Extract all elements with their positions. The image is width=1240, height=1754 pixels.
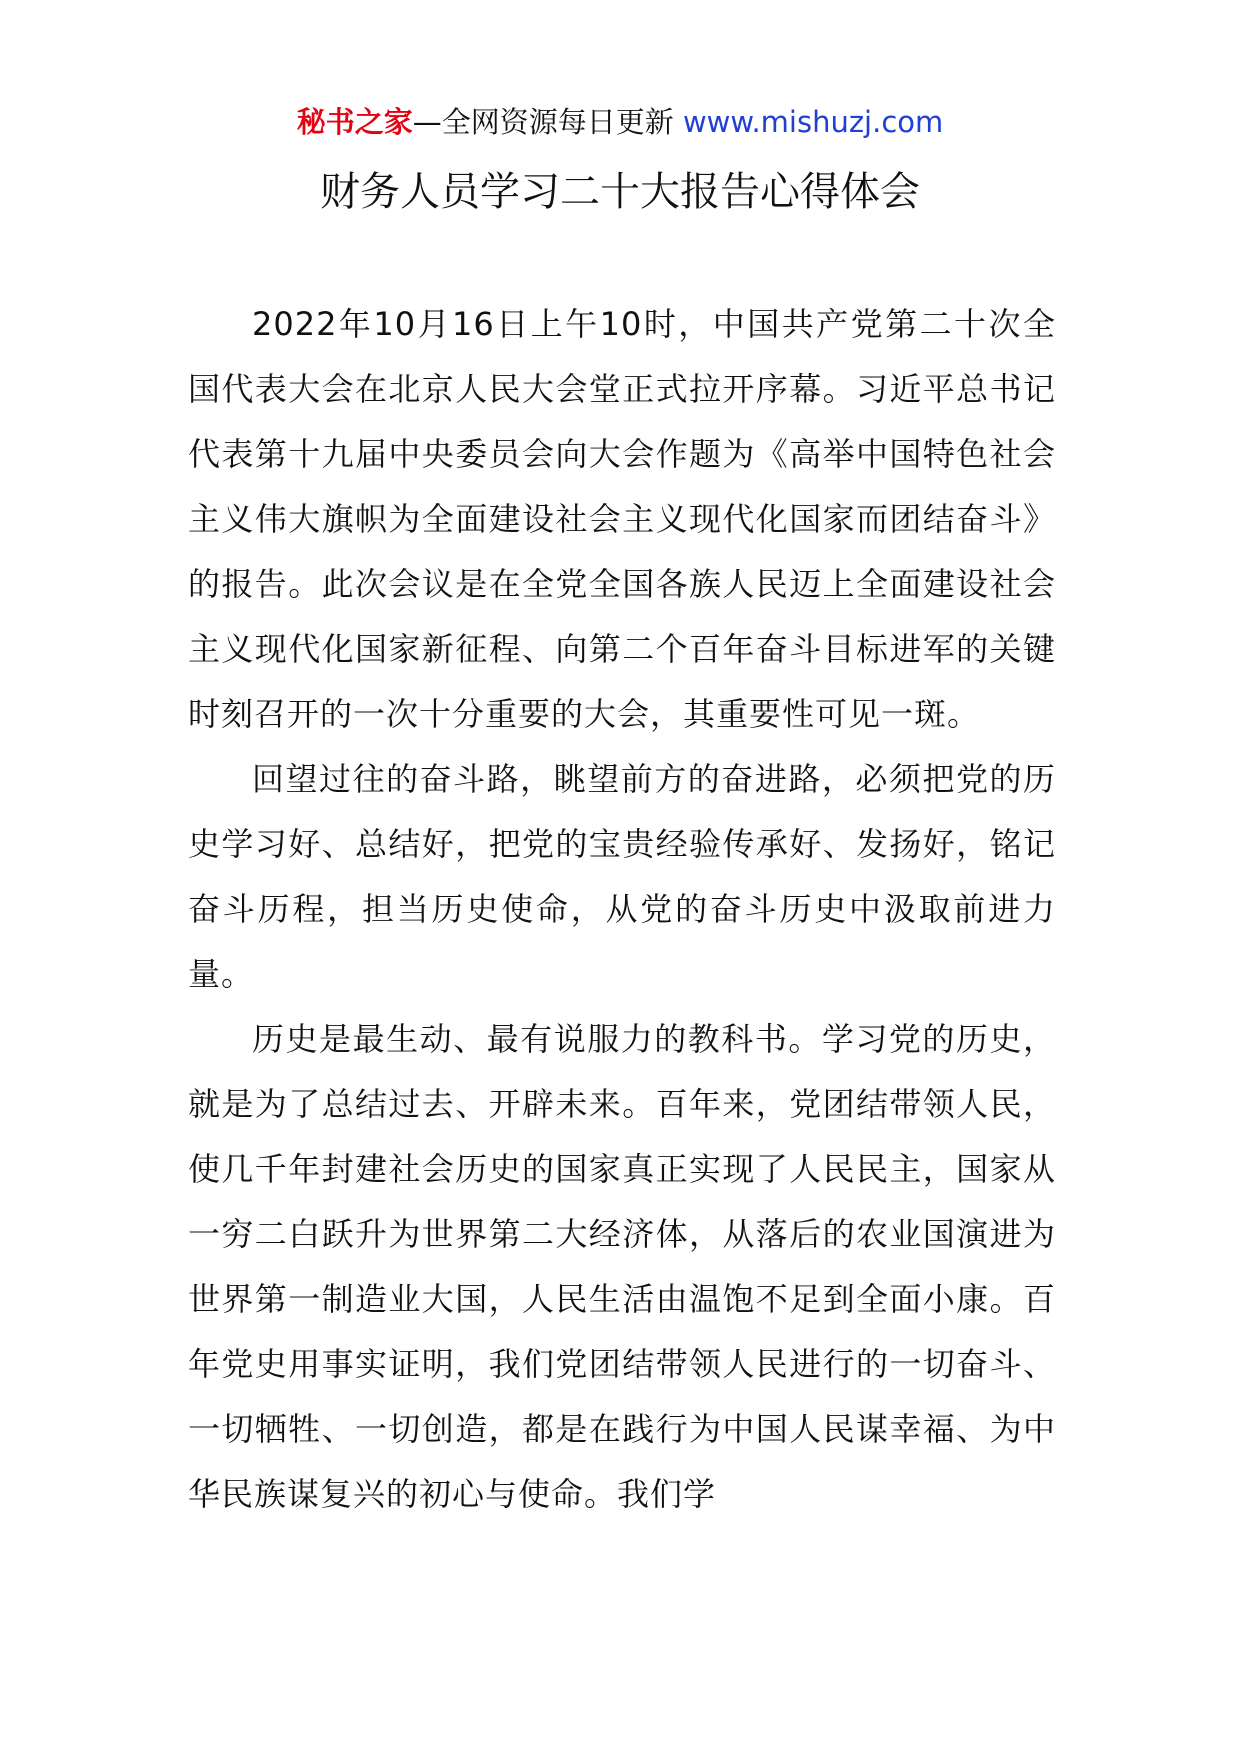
brand-name: 秘书之家 (296, 105, 413, 139)
site-url-link[interactable]: www.mishuzj.com (682, 105, 944, 139)
paragraph: 2022年10月16日上午10时，中国共产党第二十次全国代表大会在北京人民大会堂正式拉开序幕。习近平总书记代表第十九届中央委员会向大会作题为《高举中国特色社会主义伟大旗帜为全面建设社会主义现代化国家而团结奋斗》的报告。此次会议是在全党全国各族人民迈上全面建设社会主义现代化国家新征程、向第二个百年奋斗目标进军的关键时刻召开的一次十分重要的大会，其重要性可见一斑。 (188, 305, 1056, 733)
paragraph: 历史是最生动、最有说服力的教科书。学习党的历史，就是为了总结过去、开辟未来。百年来，党团结带领人民，使几千年封建社会历史的国家真正实现了人民民主，国家从一穷二白跃升为世界第二大经济体，从落后的农业国演进为世界第一制造业大国，人民生活由温饱不足到全面小康。百年党史用事实证明，我们党团结带领人民进行的一切奋斗、一切牺牲、一切创造，都是在践行为中国人民谋幸福、为中华民族谋复兴的初心与使命。我们学 (188, 1020, 1056, 1513)
site-header (0, 100, 1240, 144)
header-tagline: —全网资源每日更新 (412, 105, 674, 139)
document-title: 财务人员学习二十大报告心得体会 (320, 169, 920, 215)
paragraph: 回望过往的奋斗路，眺望前方的奋进路，必须把党的历史学习好、总结好，把党的宝贵经验传承好、发扬好，铭记奋斗历程，担当历史使命，从党的奋斗历史中汲取前进力量。 (188, 760, 1056, 993)
document-body (188, 292, 1056, 1527)
